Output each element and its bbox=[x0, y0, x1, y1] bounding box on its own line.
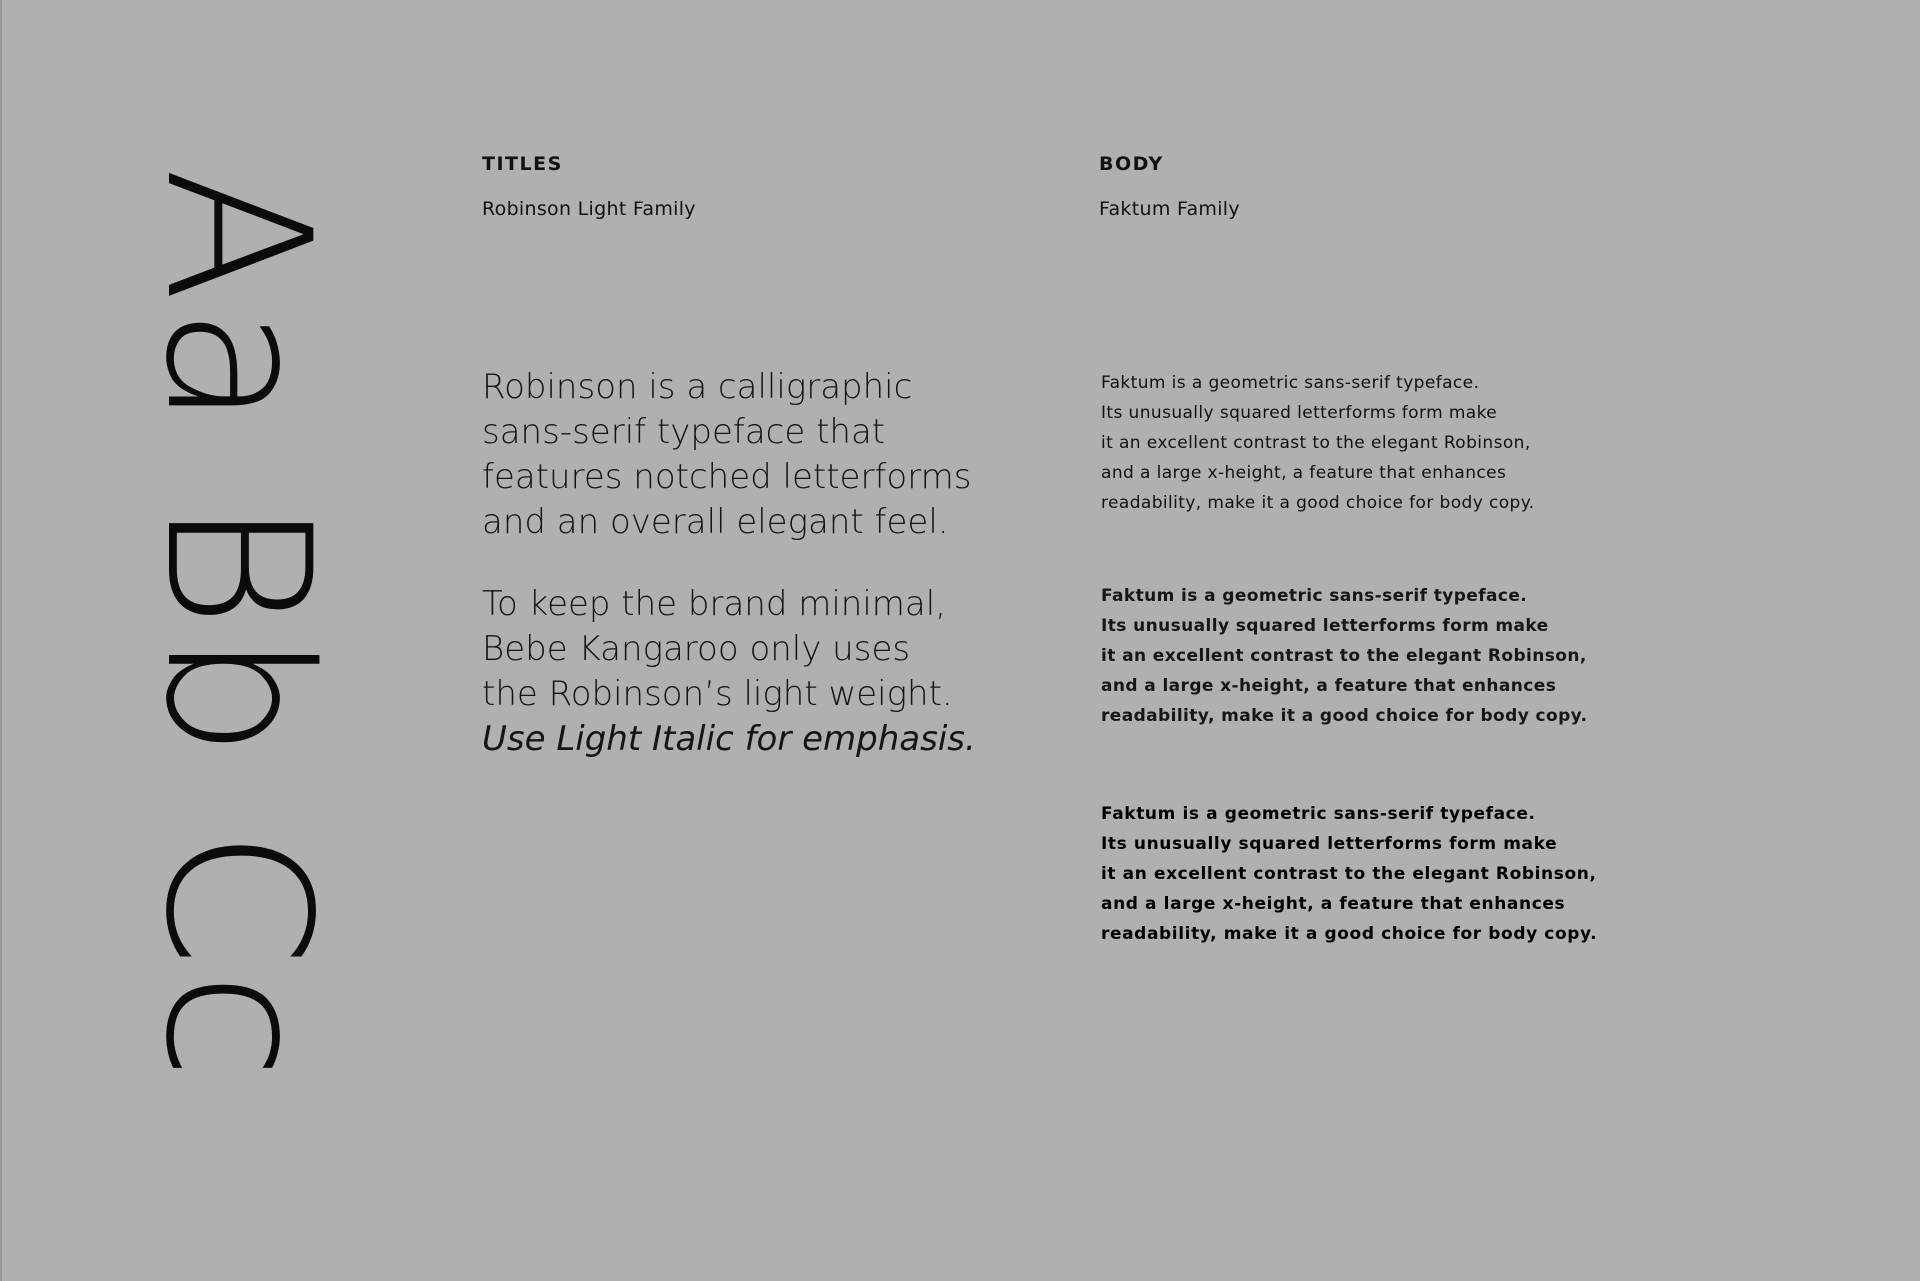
titles-emphasis-line: Use Light Italic for emphasis. bbox=[482, 719, 976, 759]
titles-description-line: features notched letterforms bbox=[482, 457, 972, 497]
body-sample-line: and a large x-height, a feature that enhances bbox=[1101, 894, 1566, 914]
titles-family-name: Robinson Light Family bbox=[482, 198, 696, 220]
body-sample-bold bbox=[1101, 799, 1741, 949]
titles-description-line: Robinson is a calligraphic bbox=[482, 367, 913, 407]
titles-label: TITLES bbox=[482, 153, 563, 175]
body-sample-regular bbox=[1101, 368, 1741, 518]
body-column bbox=[1099, 150, 1799, 944]
body-sample-line: readability, make it a good choice for body copy. bbox=[1101, 924, 1598, 944]
body-sample-line: readability, make it a good choice for body copy. bbox=[1101, 706, 1588, 726]
body-sample-line: Its unusually squared letterforms form make bbox=[1101, 616, 1549, 636]
body-sample-line: Faktum is a geometric sans-serif typeface. bbox=[1101, 586, 1528, 606]
titles-description-line: and an overall elegant feel. bbox=[482, 502, 949, 542]
body-sample-line: it an excellent contrast to the elegant Robinson, bbox=[1101, 864, 1597, 884]
titles-usage-note bbox=[482, 582, 1042, 762]
body-sample-line: Faktum is a geometric sans-serif typeface. bbox=[1101, 804, 1536, 824]
body-sample-line: it an excellent contrast to the elegant Robinson, bbox=[1101, 433, 1531, 453]
body-sample-line: Faktum is a geometric sans-serif typeface. bbox=[1101, 373, 1480, 393]
titles-column bbox=[482, 150, 1042, 759]
left-edge-divider bbox=[0, 0, 2, 1281]
body-sample-line: readability, make it a good choice for body copy. bbox=[1101, 493, 1535, 513]
titles-usage-line: the Robinson’s light weight. bbox=[482, 674, 953, 714]
body-family-name: Faktum Family bbox=[1099, 198, 1240, 220]
body-sample-line: Its unusually squared letterforms form make bbox=[1101, 834, 1558, 854]
body-sample-line: it an excellent contrast to the elegant Robinson, bbox=[1101, 646, 1587, 666]
body-sample-medium bbox=[1101, 581, 1741, 731]
titles-description bbox=[482, 365, 1042, 545]
titles-description-line: sans-serif typeface that bbox=[482, 412, 886, 452]
body-sample-line: and a large x-height, a feature that enhances bbox=[1101, 676, 1557, 696]
type-specimen-vertical: Aa Bb Cc bbox=[122, 167, 353, 1085]
body-label: BODY bbox=[1099, 153, 1164, 175]
body-sample-line: Its unusually squared letterforms form make bbox=[1101, 403, 1498, 423]
titles-usage-line: To keep the brand minimal, bbox=[482, 584, 947, 624]
body-sample-line: and a large x-height, a feature that enhances bbox=[1101, 463, 1507, 483]
titles-usage-line: Bebe Kangaroo only uses bbox=[482, 629, 911, 669]
